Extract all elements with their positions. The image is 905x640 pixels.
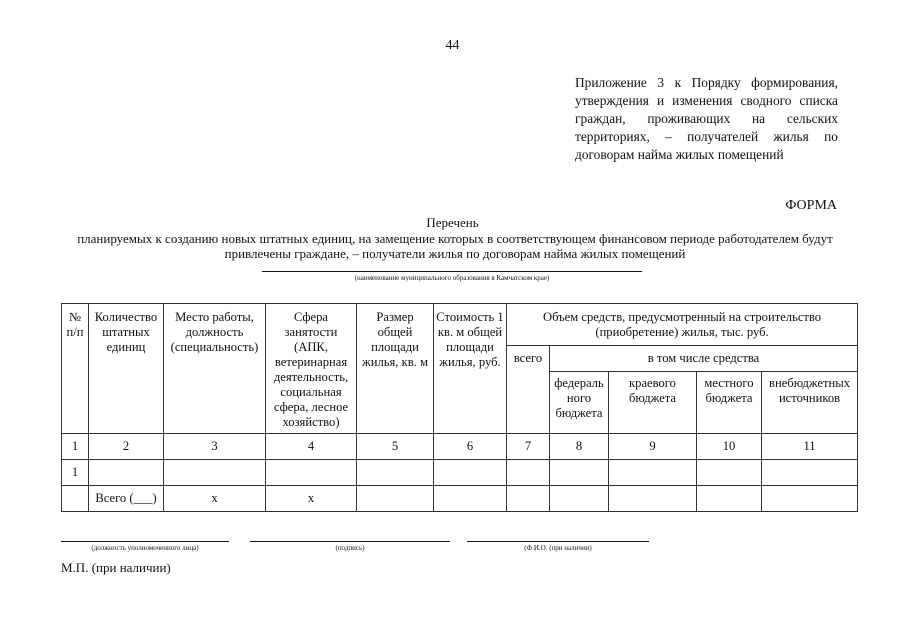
table-cell: [266, 460, 357, 486]
header-funds: Объем средств, предусмотренный на строительство (приобретение) жилья, тыс. руб.: [507, 304, 858, 346]
header-number: № п/п: [62, 304, 89, 434]
table-cell: [89, 460, 164, 486]
column-number-11: 11: [762, 434, 858, 460]
table-cell: [507, 460, 550, 486]
table-cell: [507, 486, 550, 512]
table-cell: [609, 486, 697, 512]
table-row: [62, 460, 858, 486]
total-row: [62, 486, 858, 512]
header-price: Стоимость 1 кв. м общей площади жилья, руб.: [434, 304, 507, 434]
municipality-line: [262, 271, 642, 272]
header-offbudget: внебюджетных источников: [762, 372, 858, 434]
table-cell: [697, 486, 762, 512]
table-cell: [164, 460, 266, 486]
column-number-5: 5: [357, 434, 434, 460]
header-total: всего: [507, 346, 550, 434]
table-cell: [697, 460, 762, 486]
table-cell: [434, 486, 507, 512]
page-number: 44: [445, 38, 460, 53]
signature-line: [250, 541, 450, 542]
total-col4: х: [266, 486, 357, 512]
total-col3: х: [164, 486, 266, 512]
column-number-1: 1: [62, 434, 89, 460]
form-label: ФОРМА: [785, 198, 837, 213]
total-label: Всего (___): [89, 486, 164, 512]
name-caption: (Ф.И.О. (при наличии): [524, 544, 592, 552]
position-signature-line: [61, 541, 229, 542]
table-cell: [550, 486, 609, 512]
table-cell: [357, 486, 434, 512]
header-regional: краевого бюджета: [609, 372, 697, 434]
table-cell: [434, 460, 507, 486]
table-cell: [550, 460, 609, 486]
signature-caption: (подпись): [335, 544, 365, 552]
column-number-6: 6: [434, 434, 507, 460]
header-staff-count: Количество штатных единиц: [89, 304, 164, 434]
position-caption: (должность уполномоченного лица): [91, 544, 199, 552]
table-cell: [762, 486, 858, 512]
appendix-text: Приложение 3 к Порядку формирования, утверждения и изменения сводного списка граждан, проживающих на сельских территориях, – получателей жилья по договорам найма жилых помещений: [575, 75, 838, 162]
column-number-9: 9: [609, 434, 697, 460]
row-number: 1: [62, 460, 89, 486]
document-subtitle: планируемых к созданию новых штатных единиц, на замещение которых в соответствующем финансовом периоде работодателем будут привлечены граждане, – получатели жилья по договорам найма жилых помещений: [77, 231, 833, 261]
header-workplace: Место работы, должность (специальность): [164, 304, 266, 434]
header-federal: федераль ного бюджета: [550, 372, 609, 434]
column-number-8: 8: [550, 434, 609, 460]
column-number-2: 2: [89, 434, 164, 460]
document-title: Перечень: [426, 215, 479, 230]
municipality-caption: (наименование муниципального образования в Камчатском крае): [354, 274, 550, 282]
header-area: Размер общей площади жилья, кв. м: [357, 304, 434, 434]
form-table: [61, 303, 858, 512]
column-number-4: 4: [266, 434, 357, 460]
name-signature-line: [467, 541, 649, 542]
header-local: местного бюджета: [697, 372, 762, 434]
column-number-7: 7: [507, 434, 550, 460]
table-cell: [609, 460, 697, 486]
column-number-10: 10: [697, 434, 762, 460]
table-cell: [762, 460, 858, 486]
header-including: в том числе средства: [550, 346, 858, 372]
table-cell: [62, 486, 89, 512]
header-employment-sphere: Сфера занятости (АПК, ветеринарная деятельность, социальная сфера, лесное хозяйство): [266, 304, 357, 434]
table-cell: [357, 460, 434, 486]
column-number-3: 3: [164, 434, 266, 460]
stamp-place: М.П. (при наличии): [61, 560, 171, 575]
